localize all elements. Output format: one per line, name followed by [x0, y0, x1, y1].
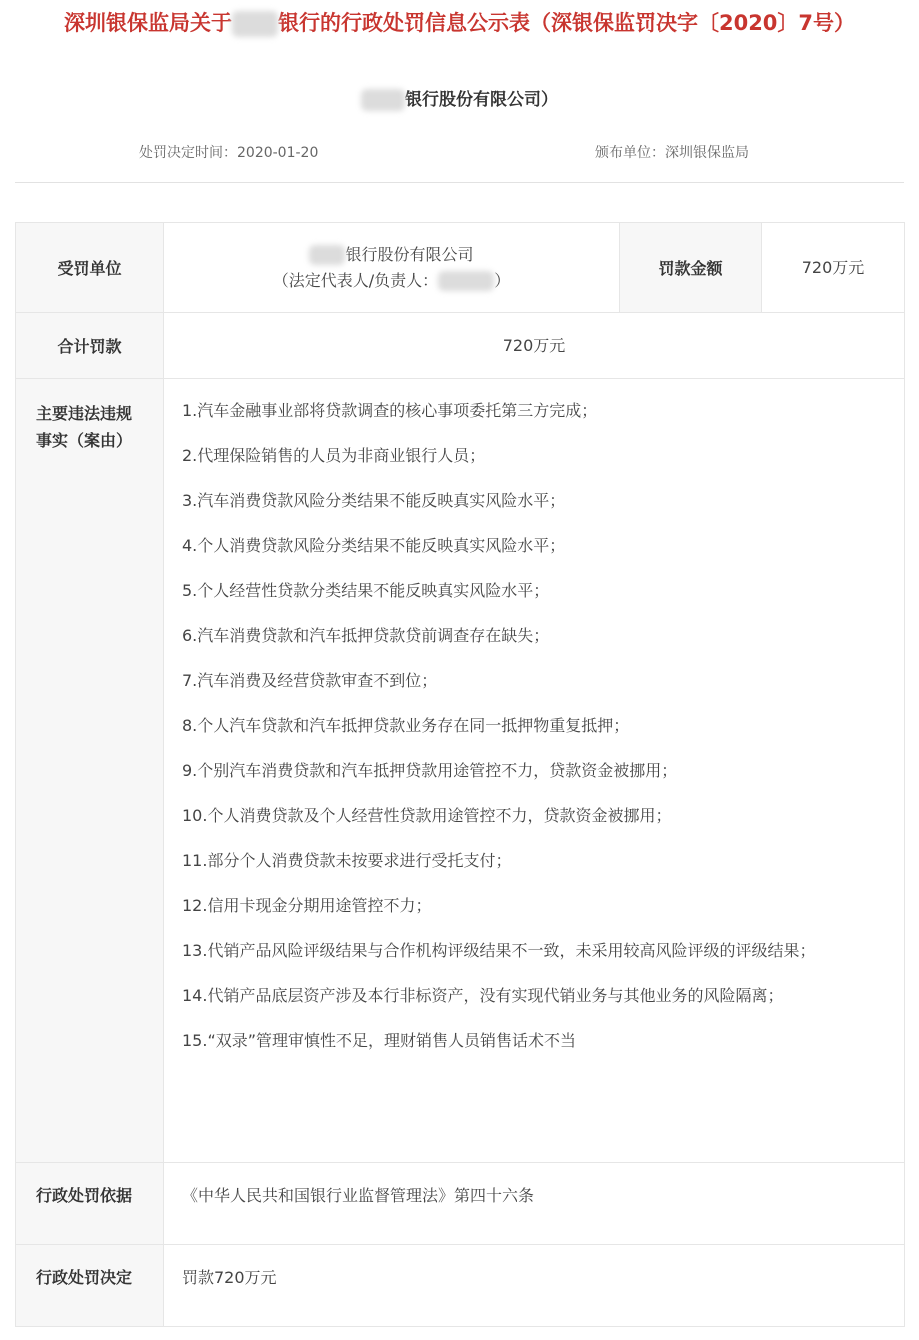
redacted-bank-name [361, 89, 405, 111]
fact-item: 11.部分个人消费贷款未按要求进行受托支付； [182, 851, 512, 870]
party-name [164, 242, 619, 268]
table-row [16, 1163, 905, 1245]
party-cell [164, 223, 620, 313]
page-subtitle [0, 86, 919, 114]
facts-label: 主要违法违规事实（案由） [36, 404, 133, 450]
redacted-bank-name [309, 245, 345, 265]
fact-item: 12.信用卡现金分期用途管控不力； [182, 896, 432, 915]
party-rep-prefix: （法定代表人/负责人： [272, 270, 439, 290]
redacted-bank-name [232, 11, 278, 37]
decision-time-label: 处罚决定时间： [139, 145, 237, 161]
subtitle-text: 银行股份有限公司） [405, 90, 558, 110]
decision-label-cell [16, 1245, 164, 1327]
party-name-text: 银行股份有限公司 [345, 244, 474, 264]
fact-item: 14.代销产品底层资产涉及本行非标资产，没有实现代销业务与其他业务的风险隔离； [182, 986, 784, 1005]
table-row [16, 379, 905, 1163]
basis-cell [164, 1163, 905, 1245]
party-rep-suffix: ） [494, 270, 511, 290]
decision-time [139, 143, 318, 163]
title-suffix: 银行的行政处罚信息公示表（深银保监罚决字〔2020〕7号） [277, 11, 856, 35]
fact-item: 13.代销产品风险评级结果与合作机构评级结果不一致，未采用较高风险评级的评级结果； [182, 941, 816, 960]
decision-cell [164, 1245, 905, 1327]
party-representative [164, 268, 619, 294]
fact-item: 15.“双录”管理审慎性不足，理财销售人员销售话术不当 [182, 1031, 577, 1050]
table-row [16, 1245, 905, 1327]
facts-list [164, 379, 904, 1053]
fact-item: 10.个人消费贷款及个人经营性贷款用途管控不力，贷款资金被挪用； [182, 806, 672, 825]
total-label: 合计罚款 [16, 313, 164, 379]
fact-item: 8.个人汽车贷款和汽车抵押贷款业务存在同一抵押物重复抵押； [182, 716, 630, 735]
issuer-value: 深圳银保监局 [665, 145, 749, 161]
decision-value: 罚款720万元 [182, 1268, 277, 1287]
fact-item: 6.汽车消费贷款和汽车抵押贷款贷前调查存在缺失； [182, 626, 550, 645]
table-row [16, 223, 905, 313]
facts-label-cell [16, 379, 164, 1163]
issuer-label: 颁布单位： [595, 145, 665, 161]
fact-item: 5.个人经营性贷款分类结果不能反映真实风险水平； [182, 581, 550, 600]
table-row [16, 313, 905, 379]
basis-label-cell [16, 1163, 164, 1245]
penalty-info-table [15, 222, 905, 1327]
issuer [595, 143, 749, 163]
party-label: 受罚单位 [16, 223, 164, 313]
total-value: 720万元 [164, 313, 905, 379]
fact-item: 4.个人消费贷款风险分类结果不能反映真实风险水平； [182, 536, 566, 555]
fact-item: 2.代理保险销售的人员为非商业银行人员； [182, 446, 486, 465]
redacted-person-name [438, 271, 494, 291]
fact-item: 3.汽车消费贷款风险分类结果不能反映真实风险水平； [182, 491, 566, 510]
basis-label: 行政处罚依据 [36, 1186, 133, 1205]
fact-item: 7.汽车消费及经营贷款审查不到位； [182, 671, 438, 690]
fact-item: 9.个别汽车消费贷款和汽车抵押贷款用途管控不力，贷款资金被挪用； [182, 761, 678, 780]
header-divider [15, 182, 904, 183]
fact-item: 1.汽车金融事业部将贷款调查的核心事项委托第三方完成； [182, 401, 598, 420]
fine-label: 罚款金额 [620, 223, 762, 313]
page-title [40, 8, 879, 39]
basis-value: 《中华人民共和国银行业监督管理法》第四十六条 [182, 1186, 535, 1205]
facts-cell [164, 379, 905, 1163]
decision-time-value: 2020-01-20 [237, 145, 319, 161]
title-prefix: 深圳银保监局关于 [63, 11, 232, 35]
decision-label: 行政处罚决定 [36, 1268, 133, 1287]
fine-value: 720万元 [762, 223, 905, 313]
